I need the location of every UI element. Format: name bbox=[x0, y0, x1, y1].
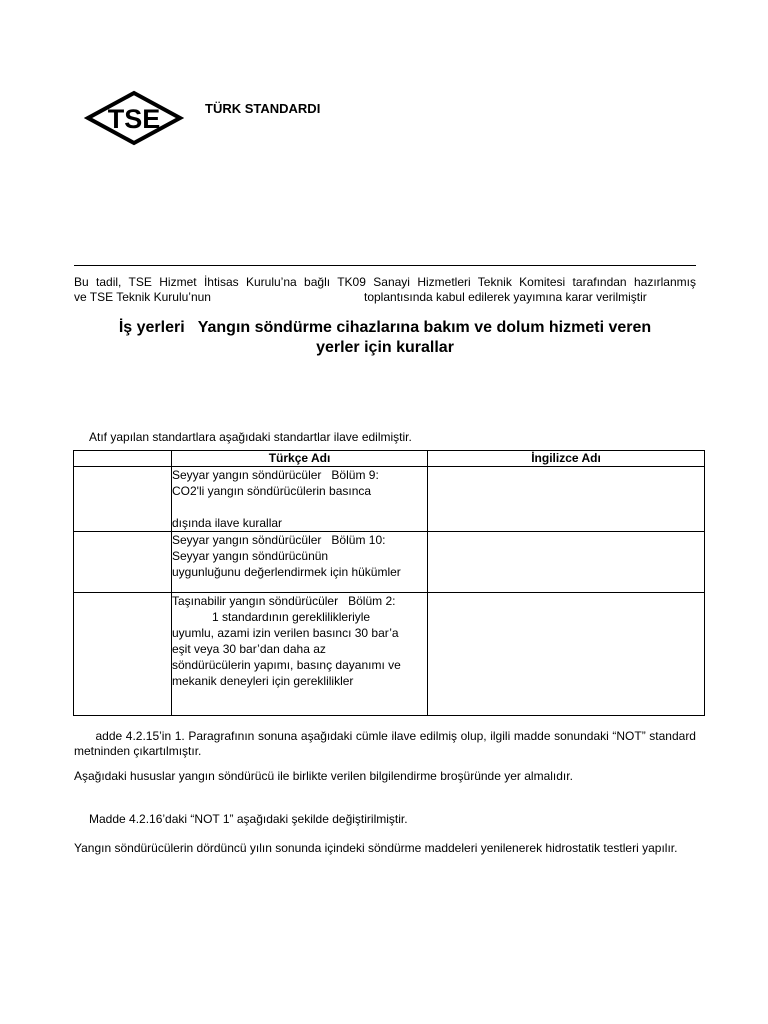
intro-line-2-end: toplantısında kabul edilerek yayımına karar verilmiştir bbox=[364, 290, 647, 304]
cell-code bbox=[74, 593, 172, 716]
standards-table bbox=[73, 450, 705, 716]
cell-turkish-name bbox=[172, 467, 428, 532]
table-header-row bbox=[74, 451, 705, 467]
cell-text-line: uyumlu, azami izin verilen basıncı 30 bar’a bbox=[172, 626, 399, 640]
cell-text-line: Seyyar yangın söndürücüler Bölüm 9: bbox=[172, 468, 379, 482]
cell-text-line: Seyyar yangın söndürücüler Bölüm 10: bbox=[172, 533, 386, 547]
standard-label: TÜRK STANDARDI bbox=[205, 101, 321, 116]
table-row bbox=[74, 467, 705, 532]
amendment-paragraph-3: Madde 4.2.16’daki “NOT 1” aşağıdaki şekilde değiştirilmiştir. bbox=[89, 812, 408, 826]
cell-text-line: Taşınabilir yangın söndürücüler Bölüm 2: bbox=[172, 594, 396, 608]
cell-turkish-name bbox=[172, 532, 428, 593]
cell-blank-line bbox=[172, 499, 427, 515]
tse-logo bbox=[84, 90, 184, 146]
cell-code bbox=[74, 467, 172, 532]
amendment-paragraph-2: Aşağıdaki hususlar yangın söndürücü ile birlikte verilen bilgilendirme broşüründe yer almalıdır. bbox=[74, 769, 573, 783]
cell-text-line: mekanik deneyleri için gereklilikler bbox=[172, 674, 354, 688]
amendment-paragraph-4: Yangın söndürücülerin dördüncü yılın sonunda içindeki söndürme maddeleri yenilenerek hidrostatik testleri yapılır. bbox=[74, 841, 678, 855]
cell-text-line: CO2'li yangın söndürücülerin basınca bbox=[172, 484, 372, 498]
intro-line-2-start: ve TSE Teknik Kurulu’nun bbox=[74, 290, 211, 304]
amendment-paragraph-1: adde 4.2.15’in 1. Paragrafının sonuna aşağıdaki cümle ilave edilmiş olup, ilgili madde sonundaki “NOT” standard metninden çıkartılmıştır. bbox=[74, 729, 700, 758]
cell-code bbox=[74, 532, 172, 593]
document-title bbox=[74, 318, 696, 358]
cell-turkish-name bbox=[172, 593, 428, 716]
cell-text-line: eşit veya 30 bar’dan daha az bbox=[172, 642, 326, 656]
intro-line-1: Bu tadil, TSE Hizmet İhtisas Kurulu’na bağlı TK09 Sanayi Hizmetleri Teknik Komitesi tarafından hazırlanmış bbox=[74, 275, 696, 289]
document-title-line-2: yerler için kurallar bbox=[316, 339, 454, 356]
document-title-line-1: İş yerleri Yangın söndürme cihazlarına bakım ve dolum hizmeti veren bbox=[118, 319, 652, 336]
cell-english-name bbox=[428, 532, 705, 593]
table-row bbox=[74, 593, 705, 716]
cell-text-line: Seyyar yangın söndürücünün bbox=[172, 549, 329, 563]
cell-text-line: uygunluğunu değerlendirmek için hükümler bbox=[172, 565, 401, 579]
table-row bbox=[74, 532, 705, 593]
header-english-name: İngilizce Adı bbox=[428, 451, 705, 467]
cell-english-name bbox=[428, 593, 705, 716]
header-turkish-name: Türkçe Adı bbox=[172, 451, 428, 467]
references-intro: Atıf yapılan standartlara aşağıdaki standartlar ilave edilmiştir. bbox=[89, 430, 412, 444]
header-divider bbox=[74, 265, 696, 266]
header-code bbox=[74, 451, 172, 467]
logo-text: TSE bbox=[107, 104, 161, 134]
cell-text-line: söndürücülerin yapımı, basınç dayanımı ve bbox=[172, 658, 401, 672]
cell-text-line: 1 standardının gereklilikleriyle bbox=[172, 610, 371, 624]
cell-text-line: dışında ilave kurallar bbox=[172, 516, 283, 530]
cell-english-name bbox=[428, 467, 705, 532]
